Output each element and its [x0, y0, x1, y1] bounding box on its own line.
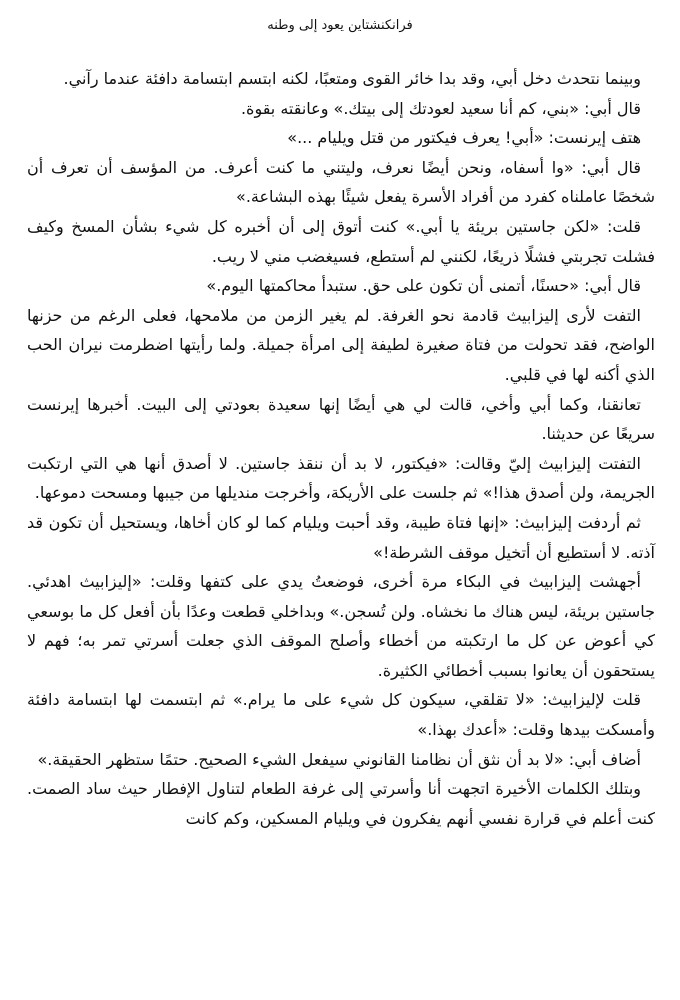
paragraph-4: قال أبي: «وا أسفاه، ونحن أيضًا نعرف، وليتني ما كنت أعرف. من المؤسف أن تعرف أن شخصًا عاملناه كفرد من أفراد الأسرة يفعل شيئًا بهذه البشاعة.» — [27, 157, 655, 207]
paragraph-10: ثم أردفت إليزابيث: «إنها فتاة طيبة، وقد أحبت ويليام كما لو كان أخاها، ويستحيل أن تكون قد آذته. لا أستطيع أن أتخيل موقف الشرطة!» — [27, 512, 655, 562]
paragraph-5: قلت: «لكن جاستين بريئة يا أبي.» كنت أتوق إلى أن أخبره كل شيء بشأن المسخ وكيف فشلت تجربتي فشلًا ذريعًا، لكنني لم أستطع، فسيغضب مني لا ريب. — [27, 216, 655, 266]
paragraph-3: هتف إيرنست: «أبي! يعرف فيكتور من قتل ويليام ...» — [287, 128, 641, 148]
running-header-title: فرانكنشتاين يعود إلى وطنه — [267, 18, 413, 33]
paragraph-13: أضاف أبي: «لا بد أن نثق أن نظامنا القانوني سيفعل الشيء الصحيح. حتمًا ستظهر الحقيقة.» — [37, 749, 641, 769]
paragraph-14: وبتلك الكلمات الأخيرة اتجهت أنا وأسرتي إلى غرفة الطعام لتناول الإفطار حيث ساد الصمت. كنت أعلم في قرارة نفسي أنهم يفكرون في ويليام المسكين، وكم كانت — [27, 779, 655, 828]
paragraph-9: التفتت إليزابيث إليّ وقالت: «فيكتور، لا بد أن ننقذ جاستين. لا أصدق أنها هي التي ارتكبت الجريمة، ولن أصدق هذا!» ثم جلست على الأريكة، وأخرجت منديلها من جيبها ومسحت دموعها. — [27, 453, 655, 503]
paragraph-1: وبينما نتحدث دخل أبي، وقد بدا خائر القوى ومتعبًا، لكنه ابتسم ابتسامة دافئة عندما رآني. — [63, 69, 641, 88]
paragraph-8: تعانقنا، وكما أبي وأخي، قالت لي هي أيضًا إنها سعيدة بعودتي إلى البيت. أخبرها إيرنست سريعًا عن حديثنا. — [27, 394, 655, 444]
paragraph-12: قلت لإليزابيث: «لا تقلقي، سيكون كل شيء على ما يرام.» ثم ابتسمت لها ابتسامة دافئة وأمسكت بيدها وقلت: «أعدك بهذا.» — [27, 690, 655, 740]
paragraph-6: قال أبي: «حسنًا، أتمنى أن تكون على حق. ستبدأ محاكمتها اليوم.» — [206, 276, 641, 296]
paragraph-2: قال أبي: «بني، كم أنا سعيد لعودتك إلى بيتك.» وعانقته بقوة. — [240, 98, 641, 118]
body-text — [27, 64, 655, 833]
paragraph-7: التفت لأرى إليزابيث قادمة نحو الغرفة. لم يغير الزمن من ملامحها، فعلى الرغم من حزنها الواضح، فقد تحولت من فتاة صغيرة لطيفة إلى امرأة جميلة. ولما رأيتها اضطرمت نيران الحب الذي أكنه لها في قلبي. — [27, 305, 655, 384]
paragraph-11: أجهشت إليزابيث في البكاء مرة أخرى، فوضعتُ يدي على كتفها وقلت: «إليزابيث اهدئي. جاستين بريئة، ليس هناك ما نخشاه. ولن تُسجن.» وبداخلي قطعت وعدًا بأن أفعل كل ما بوسعي كي أعوض عن كل ما ارتكبته من أخطاء وأصلح الموقف الذي جعلت أسرتي تمر به؛ فهم لا يستحقون أن يعانوا بسبب أخطائي الكثيرة. — [27, 572, 655, 680]
